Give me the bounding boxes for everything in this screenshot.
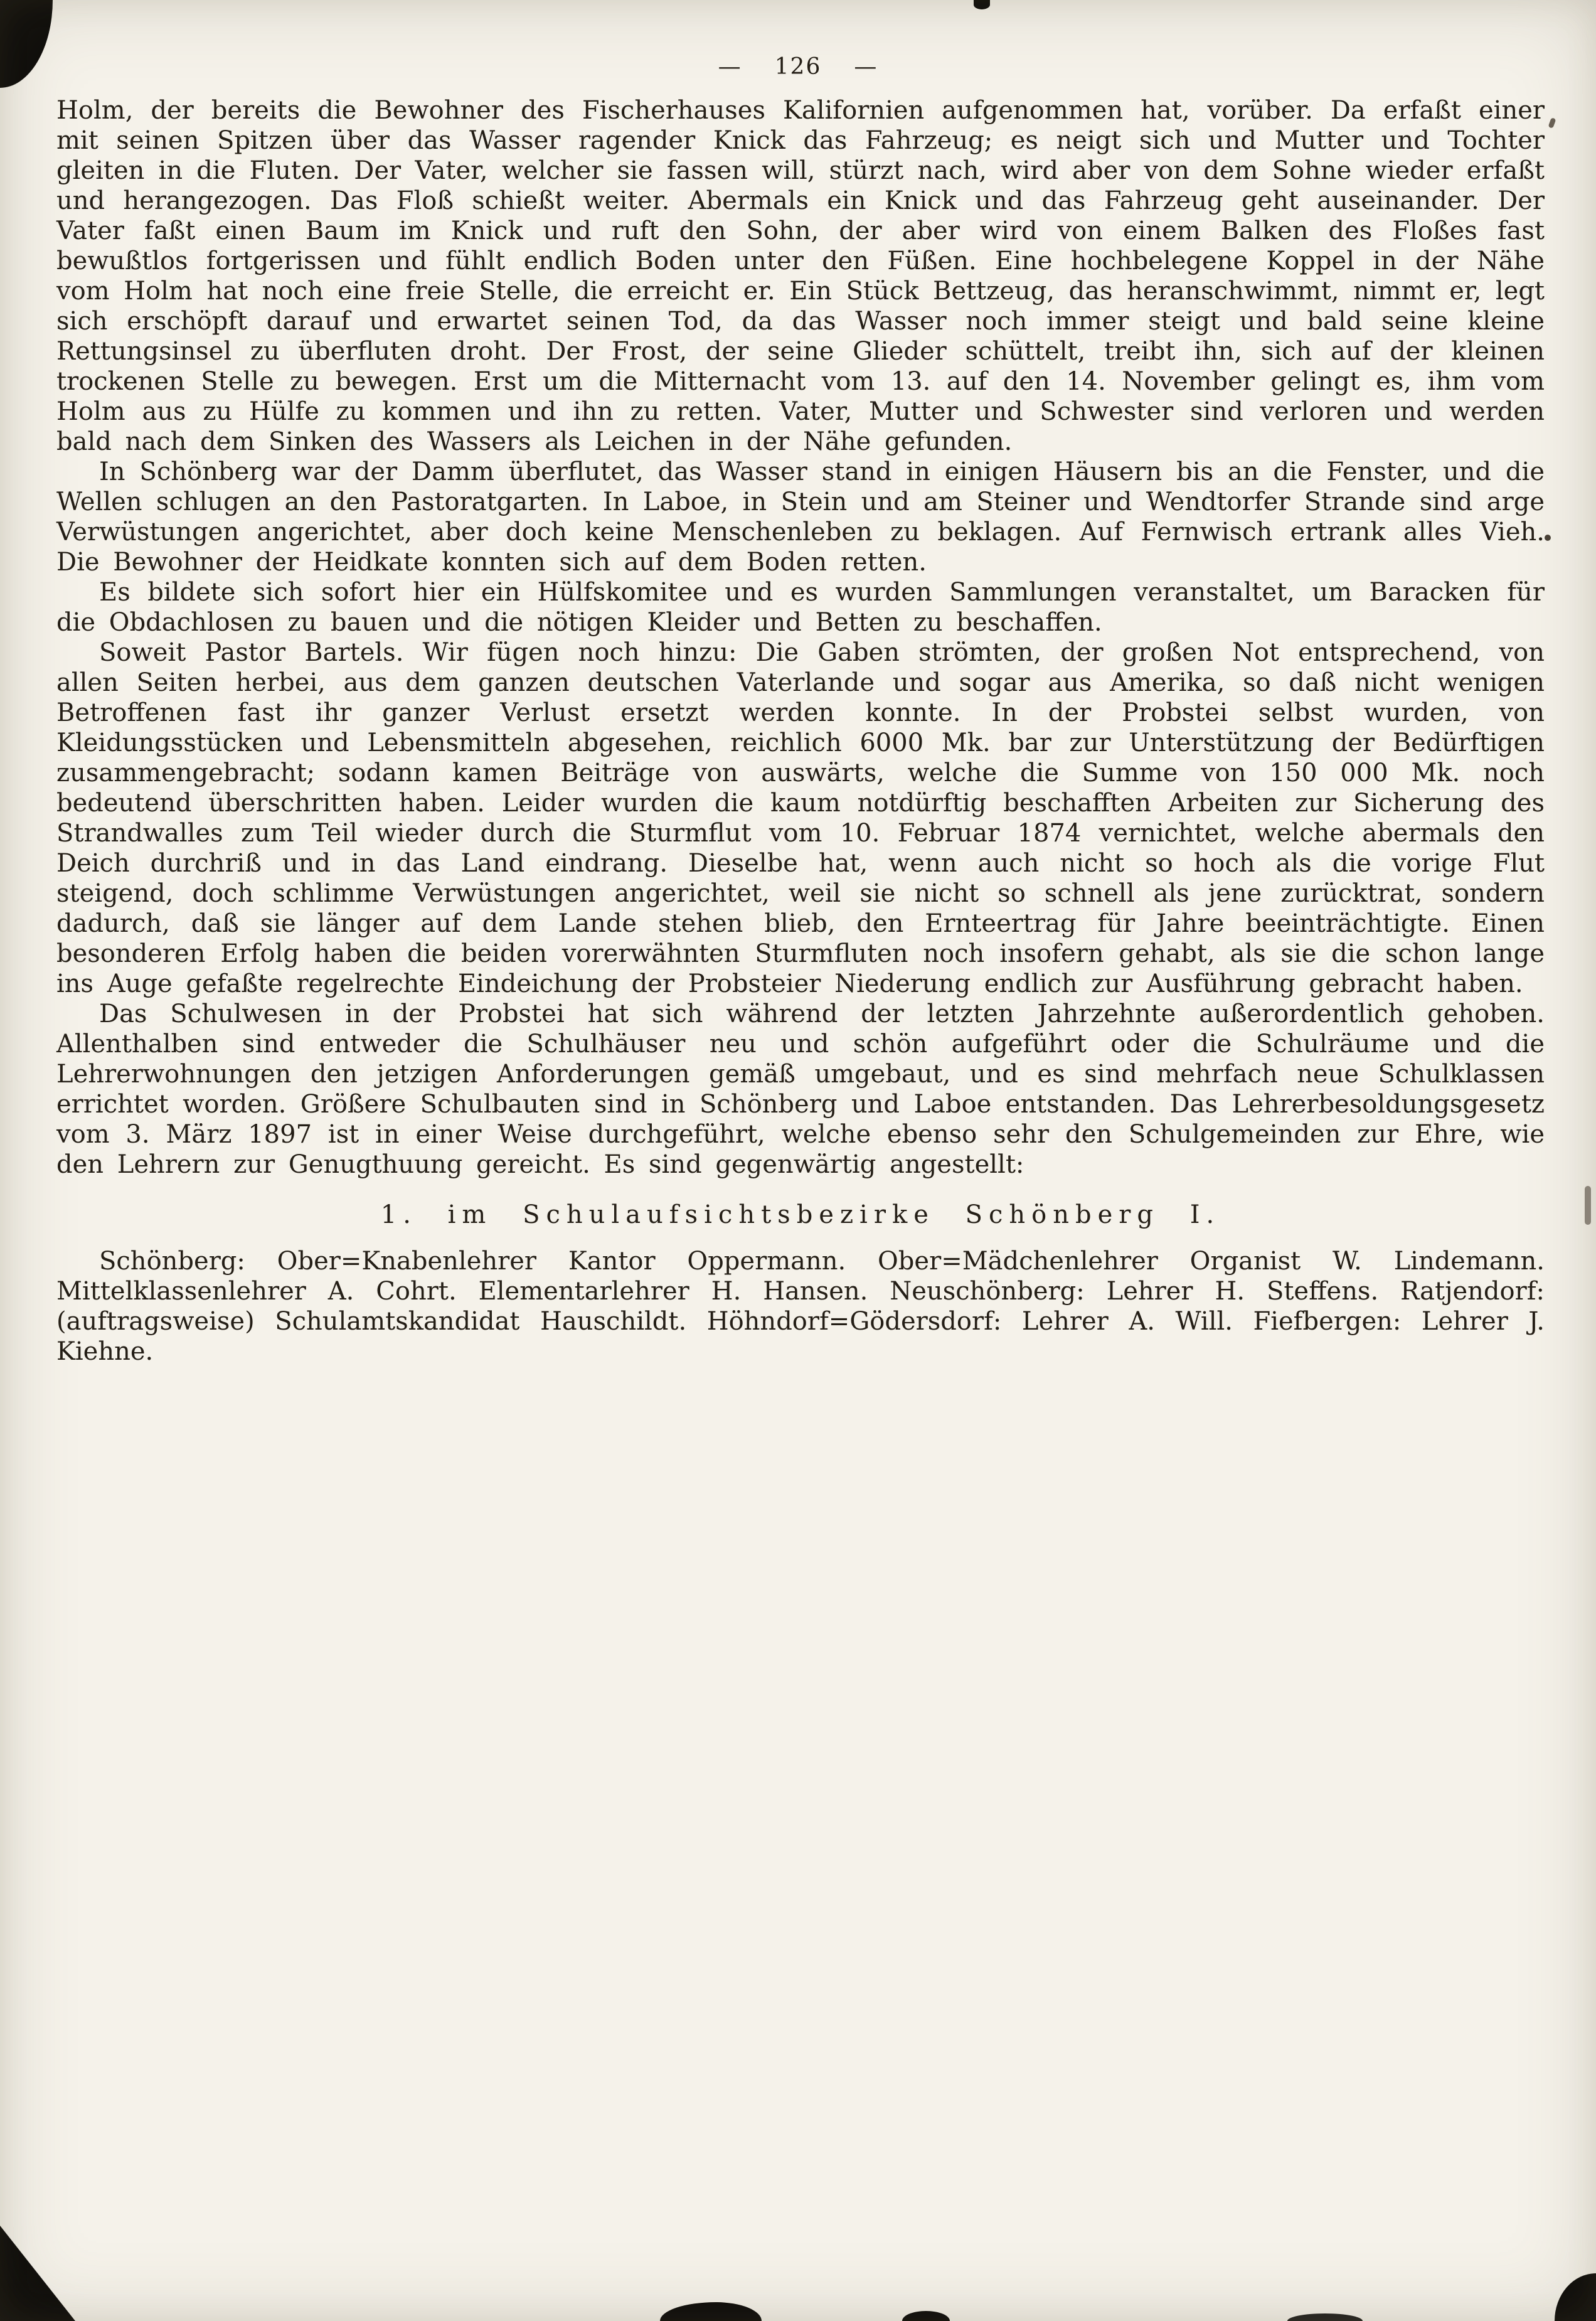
page-number: 126 [774, 54, 822, 80]
page-header [0, 54, 1596, 80]
body-paragraph-continuation: Holm, der bereits die Bewohner des Fischerhauses Kalifornien aufgenommen hat, vorüber. Da erfaßt einer mit seinen Spitzen über das Wasser ragender Knick das Fahrzeug; es neigt sich und Mutter und Tochter gleiten in die Fluten. Der Vater, welcher sie fassen will, stürzt nach, wird aber von dem Sohne wieder erfaßt und herangezogen. Das Floß schießt weiter. Abermals ein Knick und das Fahrzeug geht auseinander. Der Vater faßt einen Baum im Knick und ruft den Sohn, der aber wird von einem Balken des Floßes fast bewußtlos fortgerissen und fühlt endlich Boden unter den Füßen. Eine hochbelegene Koppel in der Nähe vom Holm hat noch eine freie Stelle, die erreicht er. Ein Stück Bettzeug, das heranschwimmt, nimmt er, legt sich erschöpft darauf und erwartet seinen Tod, da das Wasser noch immer steigt und bald seine kleine Rettungsinsel zu überfluten droht. Der Frost, der seine Glieder schüttelt, treibt ihn, sich auf der kleinen trockenen Stelle zu bewegen. Erst um die Mitternacht vom 13. auf den 14. November gelingt es, ihm vom Holm aus zu Hülfe zu kommen und ihn zu retten. Vater, Mutter und Schwester sind verloren und werden bald nach dem Sinken des Wassers als Leichen in der Nähe gefunden. [56, 96, 1545, 456]
scan-artifact-bottom-right-corner [1555, 2273, 1596, 2321]
scan-artifact-right-edge-streak [1585, 1186, 1591, 1225]
body-paragraph: Das Schulwesen in der Probstei hat sich während der letzten Jahrzehnte außerordentlich gehoben. Allenthalben sind entweder die Schulhäuser neu und schön aufgeführt oder die Schulräume und die Lehrerwohnungen den jetzigen Anforderungen gemäß umgebaut, und es sind mehrfach neue Schulklassen errichtet worden. Größere Schulbauten sind in Schönberg und Laboe entstanden. Das Lehrerbesoldungsgesetz vom 3. März 1897 ist in einer Weise durchgeführt, welche ebenso sehr den Schulgemeinden zur Ehre, wie den Lehrern zur Genugthuung gereicht. Es sind gegenwärtig angestellt: [56, 1000, 1545, 1179]
scan-artifact-top-edge-mark [974, 0, 990, 9]
scan-artifact-bottom-left-corner [0, 2226, 75, 2321]
scan-artifact-bottom-smudge-1 [660, 2302, 762, 2321]
body-paragraph: Soweit Pastor Bartels. Wir fügen noch hinzu: Die Gaben strömten, der großen Not entsprechend, von allen Seiten herbei, aus dem ganzen deutschen Vaterlande und sogar aus Amerika, so daß nicht wenigen Betroffenen fast ihr ganzer Verlust ersetzt werden konnte. In der Probstei selbst wurden, von Kleidungsstücken und Lebensmitteln abgesehen, reichlich 6000 Mk. bar zur Unterstützung der Bedürftigen zusammengebracht; sodann kamen Beiträge von auswärts, welche die Summe von 150 000 Mk. noch bedeutend überschritten haben. Leider wurden die kaum notdürftig beschafften Arbeiten zur Sicherung des Strandwalles zum Teil wieder durch die Sturmflut vom 10. Februar 1874 vernichtet, welche abermals den Deich durchriß und in das Land eindrang. Dieselbe hat, wenn auch nicht so hoch als die vorige Flut steigend, doch schlimme Verwüstungen angerichtet, weil sie nicht so schnell als jene zurücktrat, sondern dadurch, daß sie länger auf dem Lande stehen blieb, den Ernteertrag für Jahre beeinträchtigte. Einen besonderen Erfolg haben die beiden vorerwähnten Sturmfluten noch insofern gehabt, als sie die schon lange ins Auge gefaßte regelrechte Eindeichung der Probsteier Niederung endlich zur Ausführung gebracht haben. [56, 638, 1545, 998]
section-heading: 1. im Schulaufsichtsbezirke Schönberg I. [380, 1200, 1221, 1229]
scan-artifact-bottom-smudge-3 [1287, 2313, 1363, 2321]
scan-artifact-bottom-smudge-2 [902, 2311, 950, 2321]
scan-artifact-right-margin-speck [1548, 117, 1556, 129]
body-paragraph: In Schönberg war der Damm überflutet, das Wasser stand in einigen Häusern bis an die Fenster, und die Wellen schlugen an den Pastoratgarten. In Laboe, in Stein und am Steiner und Wendtorfer Strande sind arge Verwüstungen angerichtet, aber doch keine Menschenleben zu beklagen. Auf Fernwisch ertrank alles Vieh. Die Bewohner der Heidkate konnten sich auf dem Boden retten. [56, 457, 1545, 577]
scan-artifact-right-margin-dot [1545, 535, 1551, 541]
body-paragraph: Es bildete sich sofort hier ein Hülfskomitee und es wurden Sammlungen veranstaltet, um Baracken für die Obdachlosen zu bauen und die nötigen Kleider und Betten zu beschaffen. [56, 578, 1545, 637]
page-number-left-rule: — [718, 54, 742, 80]
text-column [56, 95, 1545, 1367]
body-paragraph-teacher-list: Schönberg: Ober=Knabenlehrer Kantor Oppermann. Ober=Mädchenlehrer Organist W. Lindemann. Mittelklassenlehrer A. Cohrt. Elementarlehrer H. Hansen. Neuschönberg: Lehrer H. Steffens. Ratjendorf: (auftragsweise) Schulamtskandidat Hauschildt. Höhndorf=Gödersdorf: Lehrer A. Will. Fiefbergen: Lehrer J. Kiehne. [56, 1247, 1545, 1366]
page-number-right-rule: — [854, 54, 878, 80]
